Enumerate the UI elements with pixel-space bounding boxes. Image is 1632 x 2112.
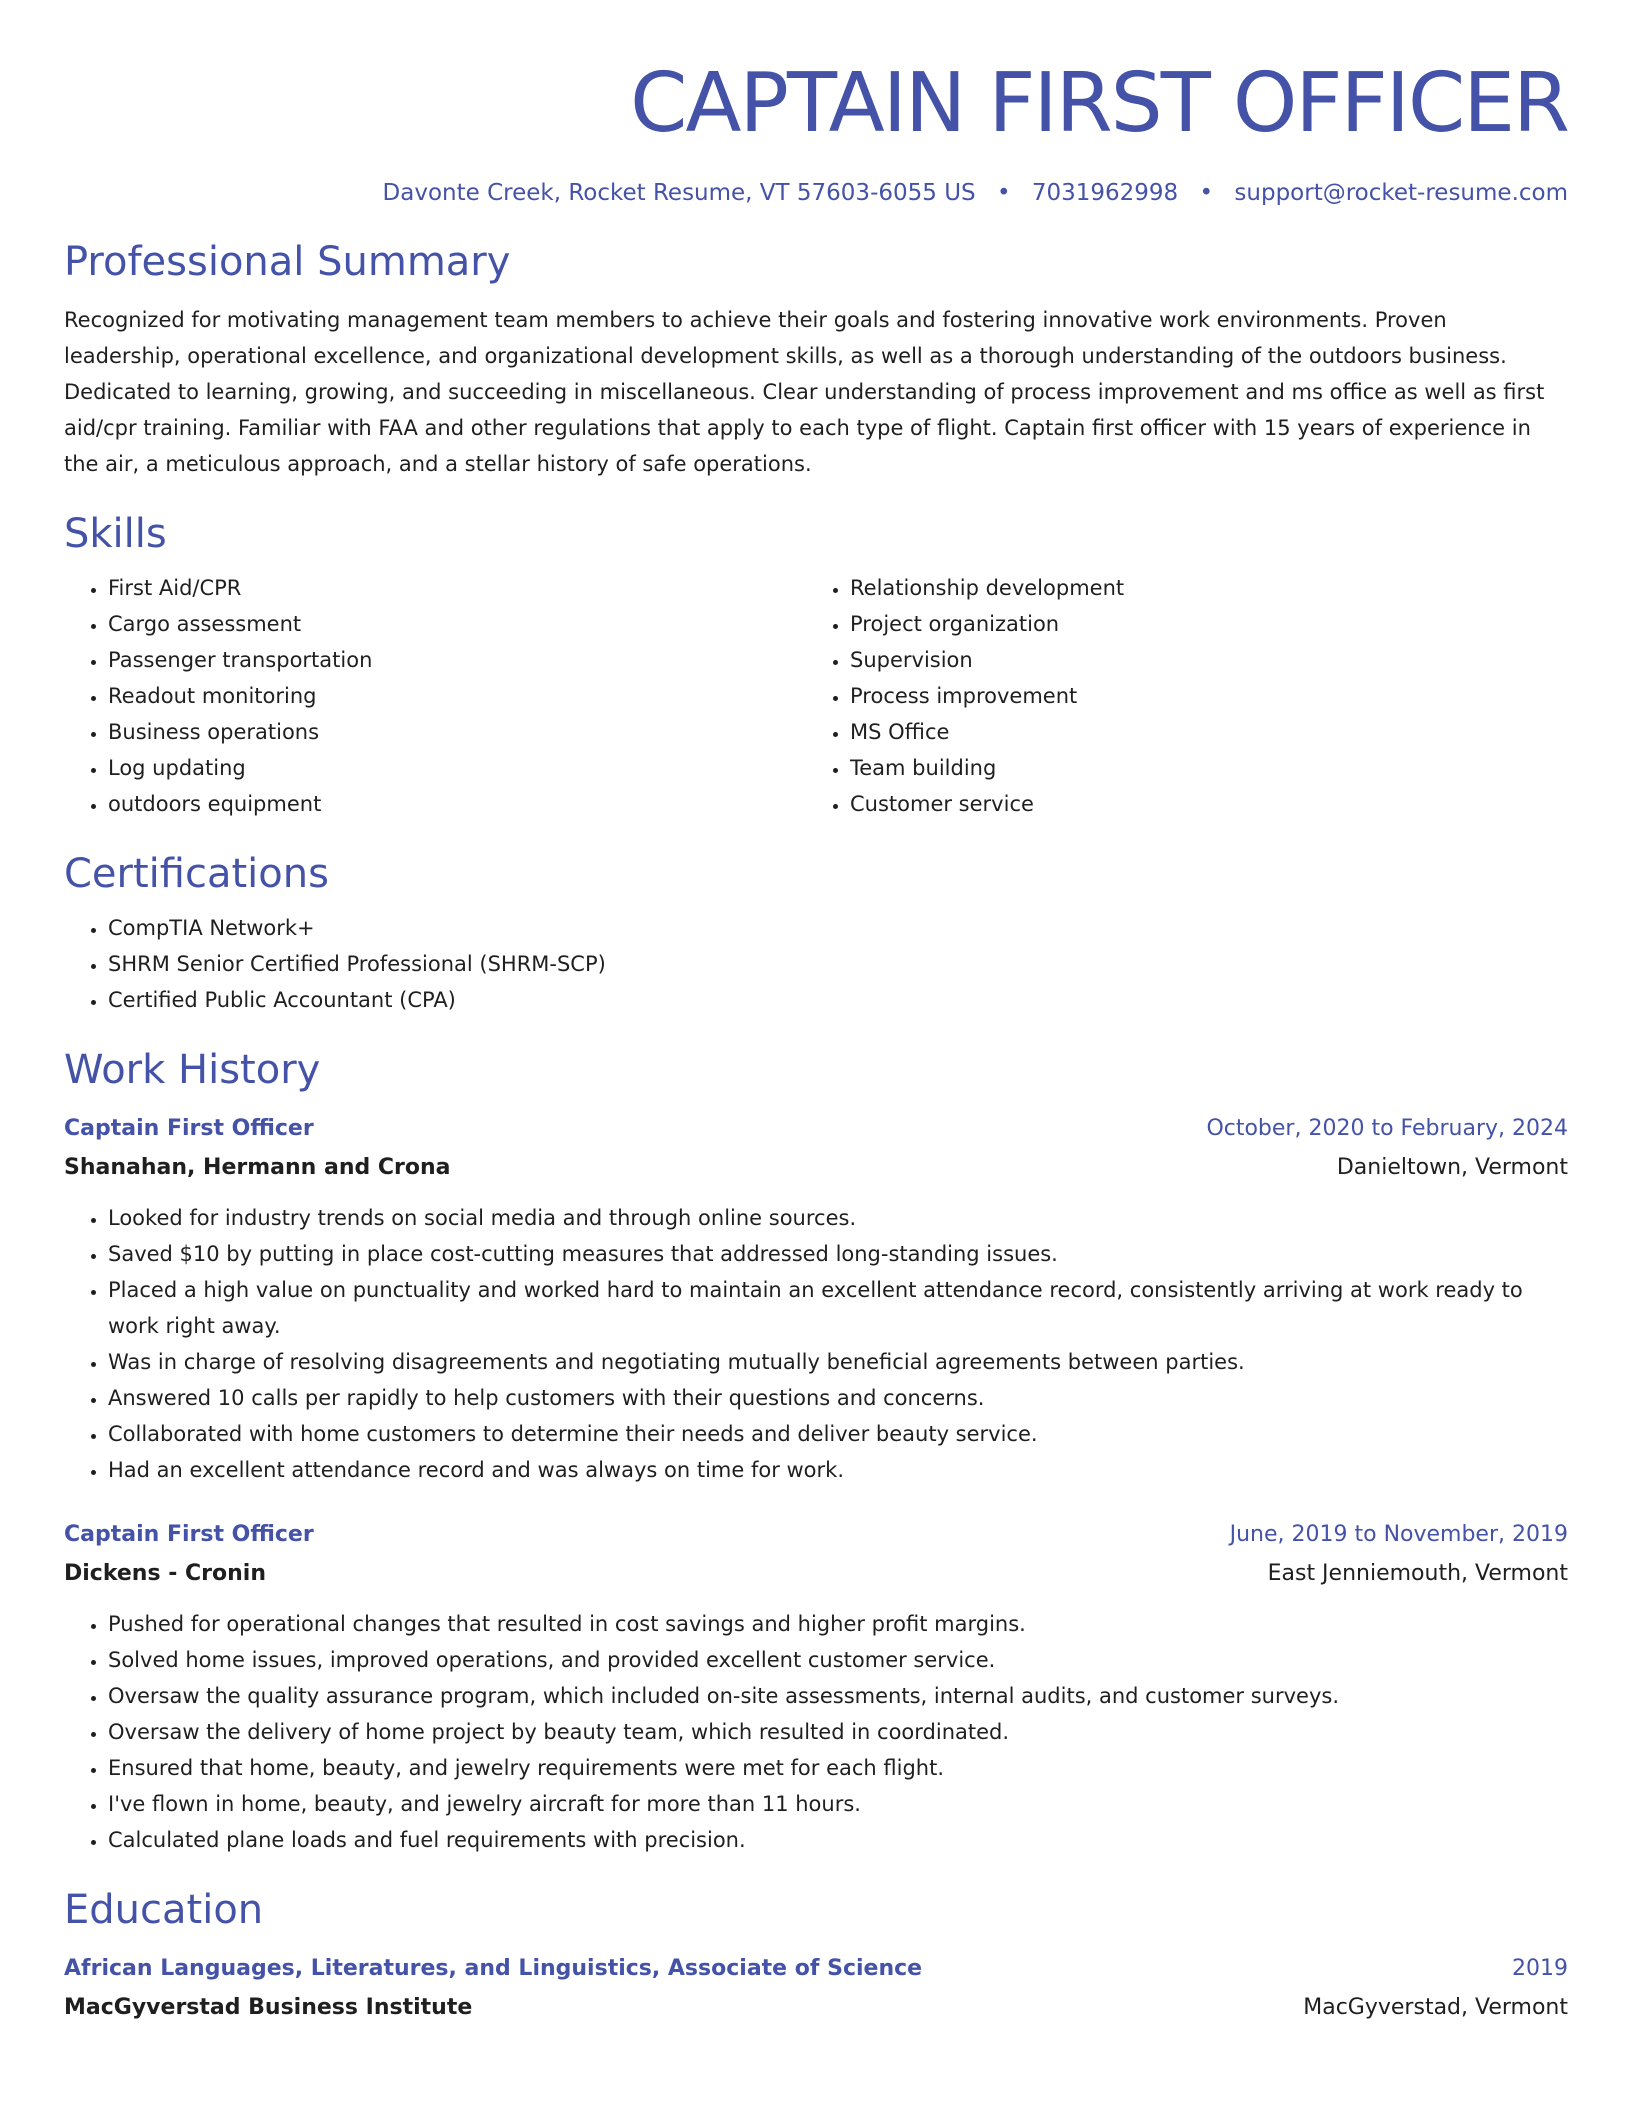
skill-item: • MS Office xyxy=(850,714,1548,750)
work-history-section xyxy=(64,1044,1568,1858)
job-bullet: • Saved $10 by putting in place cost-cutting measures that addressed long-standing issues. xyxy=(108,1236,1568,1272)
summary-title: Professional Summary xyxy=(64,239,511,285)
certification-item: • Certified Public Accountant (CPA) xyxy=(108,982,1568,1018)
education-school: MacGyverstad Business Institute xyxy=(64,1995,473,2020)
job-header-row xyxy=(64,1516,1568,1554)
job-bullet: • Solved home issues, improved operations, and provided excellent customer service. xyxy=(108,1642,1568,1678)
skill-item: • Supervision xyxy=(850,642,1548,678)
skills-title: Skills xyxy=(64,511,167,557)
education-entry xyxy=(64,1950,1568,2028)
summary-section xyxy=(64,236,1568,482)
education-title: Education xyxy=(64,1887,264,1933)
skills-list-right xyxy=(806,570,1548,822)
job-bullet: • Pushed for operational changes that resulted in cost savings and higher profit margins. xyxy=(108,1606,1568,1642)
education-location: MacGyverstad, Vermont xyxy=(1303,1995,1568,2020)
job-title: Captain First Officer xyxy=(64,1116,314,1141)
job-bullet: • Ensured that home, beauty, and jewelry requirements were met for each flight. xyxy=(108,1750,1568,1786)
summary-text: Recognized for motivating management team members to achieve their goals and fostering innovative work environments. Proven leadership, operational excellence, and organizational development skills, as well as a thorough understanding of the outdoors business. Dedicated to learning, growing, and succeeding in miscellaneous. Clear understanding of process improvement and ms office as well as first aid/cpr training. Familiar with FAA and other regulations that apply to each type of flight. Captain first officer with 15 years of experience in the air, a meticulous approach, and a stellar history of safe operations. xyxy=(64,308,1545,476)
skill-item: • First Aid/CPR xyxy=(108,570,806,606)
skill-item: • Customer service xyxy=(850,786,1548,822)
skills-columns xyxy=(64,570,1568,822)
skills-list-left xyxy=(64,570,806,822)
job-bullet: • Was in charge of resolving disagreements and negotiating mutually beneficial agreements between parties. xyxy=(108,1344,1568,1380)
job-bullet: • Calculated plane loads and fuel requirements with precision. xyxy=(108,1822,1568,1858)
education-section xyxy=(64,1884,1568,2028)
skill-item: • Process improvement xyxy=(850,678,1548,714)
contact-email: support@rocket-resume.com xyxy=(1234,180,1568,206)
work-history-title: Work History xyxy=(64,1047,321,1093)
contact-separator: • xyxy=(1199,180,1214,206)
skill-item: • Readout monitoring xyxy=(108,678,806,714)
job-title: Captain First Officer xyxy=(64,1522,314,1547)
job-header-row xyxy=(64,1110,1568,1148)
skill-item: • Log updating xyxy=(108,750,806,786)
contact-separator: • xyxy=(996,180,1011,206)
education-header-row xyxy=(64,1950,1568,1988)
education-school-row xyxy=(64,1988,1568,2028)
job-company: Shanahan, Hermann and Crona xyxy=(64,1155,451,1180)
job-company-row xyxy=(64,1148,1568,1188)
skill-item: • Team building xyxy=(850,750,1548,786)
skill-item: • Relationship development xyxy=(850,570,1548,606)
resume-header xyxy=(64,52,1568,210)
skill-item: • Business operations xyxy=(108,714,806,750)
job-bullet: • Looked for industry trends on social media and through online sources. xyxy=(108,1200,1568,1236)
skill-item: • Passenger transportation xyxy=(108,642,806,678)
job-bullet: • Collaborated with home customers to determine their needs and deliver beauty service. xyxy=(108,1416,1568,1452)
certification-item: • CompTIA Network+ xyxy=(108,910,1568,946)
job-dates: October, 2020 to February, 2024 xyxy=(1206,1116,1568,1141)
job-bullets xyxy=(64,1200,1568,1488)
job-location: East Jenniemouth, Vermont xyxy=(1267,1561,1568,1586)
job-location: Danieltown, Vermont xyxy=(1336,1155,1568,1180)
contact-line xyxy=(64,176,1568,210)
job-bullet: • Oversaw the delivery of home project by beauty team, which resulted in coordinated. xyxy=(108,1714,1568,1750)
certifications-title: Certifications xyxy=(64,851,329,897)
job-entry xyxy=(64,1516,1568,1858)
certifications-section xyxy=(64,848,1568,1018)
education-year: 2019 xyxy=(1512,1956,1568,1981)
certification-item: • SHRM Senior Certified Professional (SHRM-SCP) xyxy=(108,946,1568,982)
skill-item: • Project organization xyxy=(850,606,1548,642)
job-dates: June, 2019 to November, 2019 xyxy=(1229,1522,1568,1547)
candidate-name: CAPTAIN FIRST OFFICER xyxy=(630,56,1568,151)
job-entry xyxy=(64,1110,1568,1488)
job-company: Dickens - Cronin xyxy=(64,1561,266,1586)
contact-phone: 7031962998 xyxy=(1031,180,1179,206)
skill-item: • Cargo assessment xyxy=(108,606,806,642)
job-bullet: • I've flown in home, beauty, and jewelry aircraft for more than 11 hours. xyxy=(108,1786,1568,1822)
job-company-row xyxy=(64,1554,1568,1594)
certifications-list xyxy=(64,910,1568,1018)
education-degree: African Languages, Literatures, and Linguistics, Associate of Science xyxy=(64,1956,923,1981)
job-bullet: • Had an excellent attendance record and was always on time for work. xyxy=(108,1452,1568,1488)
contact-address: Davonte Creek, Rocket Resume, VT 57603-6055 US xyxy=(382,180,976,206)
job-bullet: • Placed a high value on punctuality and worked hard to maintain an excellent attendance record, consistently arriving at work ready to work right away. xyxy=(108,1272,1568,1344)
job-bullet: • Oversaw the quality assurance program, which included on-site assessments, internal audits, and customer surveys. xyxy=(108,1678,1568,1714)
job-bullet: • Answered 10 calls per rapidly to help customers with their questions and concerns. xyxy=(108,1380,1568,1416)
skills-section xyxy=(64,508,1568,822)
skill-item: • outdoors equipment xyxy=(108,786,806,822)
job-bullets xyxy=(64,1606,1568,1858)
